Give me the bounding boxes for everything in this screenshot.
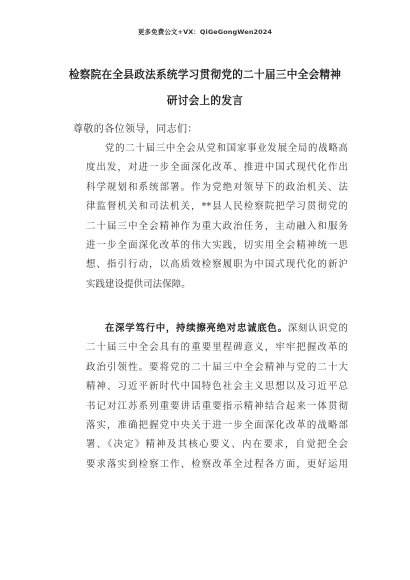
paragraph-1-line: 律监督机关和司法机关，**县人民检察院把学习贯彻党的 <box>86 201 348 213</box>
paragraph-2 <box>86 319 348 474</box>
paragraph-1-line: 科学规划和系统部署。作为党绝对领导下的政治机关、法 <box>86 181 348 193</box>
paragraph-1-line: 度出发，对进一步全面深化改革、推进中国式现代化作出 <box>86 162 348 174</box>
header-note: 更多免费公文+VX：QiGeGongWen2024 <box>137 28 273 36</box>
paragraph-2-line: 精神、习近平新时代中国特色社会主义思想以及习近平总 <box>86 381 348 393</box>
paragraph-2-line: 二十届三中全会具有的重要里程碑意义，牢牢把握改革的 <box>86 342 348 354</box>
paragraph-2-line: 要求落实到检察工作、检察改革全过程各方面，更好运用 <box>86 458 348 470</box>
paragraph-1-line: 实践建设提供司法保障。 <box>86 278 191 290</box>
paragraph-1-line: 党的二十届三中全会从党和国家事业发展全局的战略高 <box>105 143 348 154</box>
paragraph-2-lead-rest: 深刻认识党的 <box>287 323 348 334</box>
paragraph-2-line: 落实，准确把握党中央关于进一步全面深化改革的战略部 <box>86 419 348 431</box>
document-title-line-2: 研讨会上的发言 <box>166 95 244 107</box>
paragraph-1 <box>86 139 348 294</box>
paragraph-1-line: 想、指引行动，以高质效检察履职为中国式现代化的新沪 <box>86 259 348 271</box>
paragraph-2-line: 署、《决定》精神及其核心要义、内在要求，自觉把全会 <box>86 439 348 451</box>
document-title-line-1: 检察院在全县政法系统学习贯彻党的二十届三中全会精神 <box>68 69 342 81</box>
paragraph-2-heading: 在深学笃行中，持续擦亮绝对忠诚底色。 <box>105 323 288 334</box>
paragraph-2-line: 书记对江苏系列重要讲话重要指示精神结合起来一体贯彻 <box>86 400 348 412</box>
paragraph-1-line: 二十届三中全会精神作为重大政治任务，主动融入和服务 <box>86 220 348 232</box>
salutation: 尊敬的各位领导，同志们： <box>73 124 198 135</box>
paragraph-1-line: 进一步全面深化改革的伟大实践，切实用全会精神统一思 <box>86 239 348 251</box>
paragraph-2-first-line <box>86 319 348 338</box>
paragraph-2-line: 政治引领性。要将党的二十届三中全会精神与党的二十大 <box>86 361 348 373</box>
